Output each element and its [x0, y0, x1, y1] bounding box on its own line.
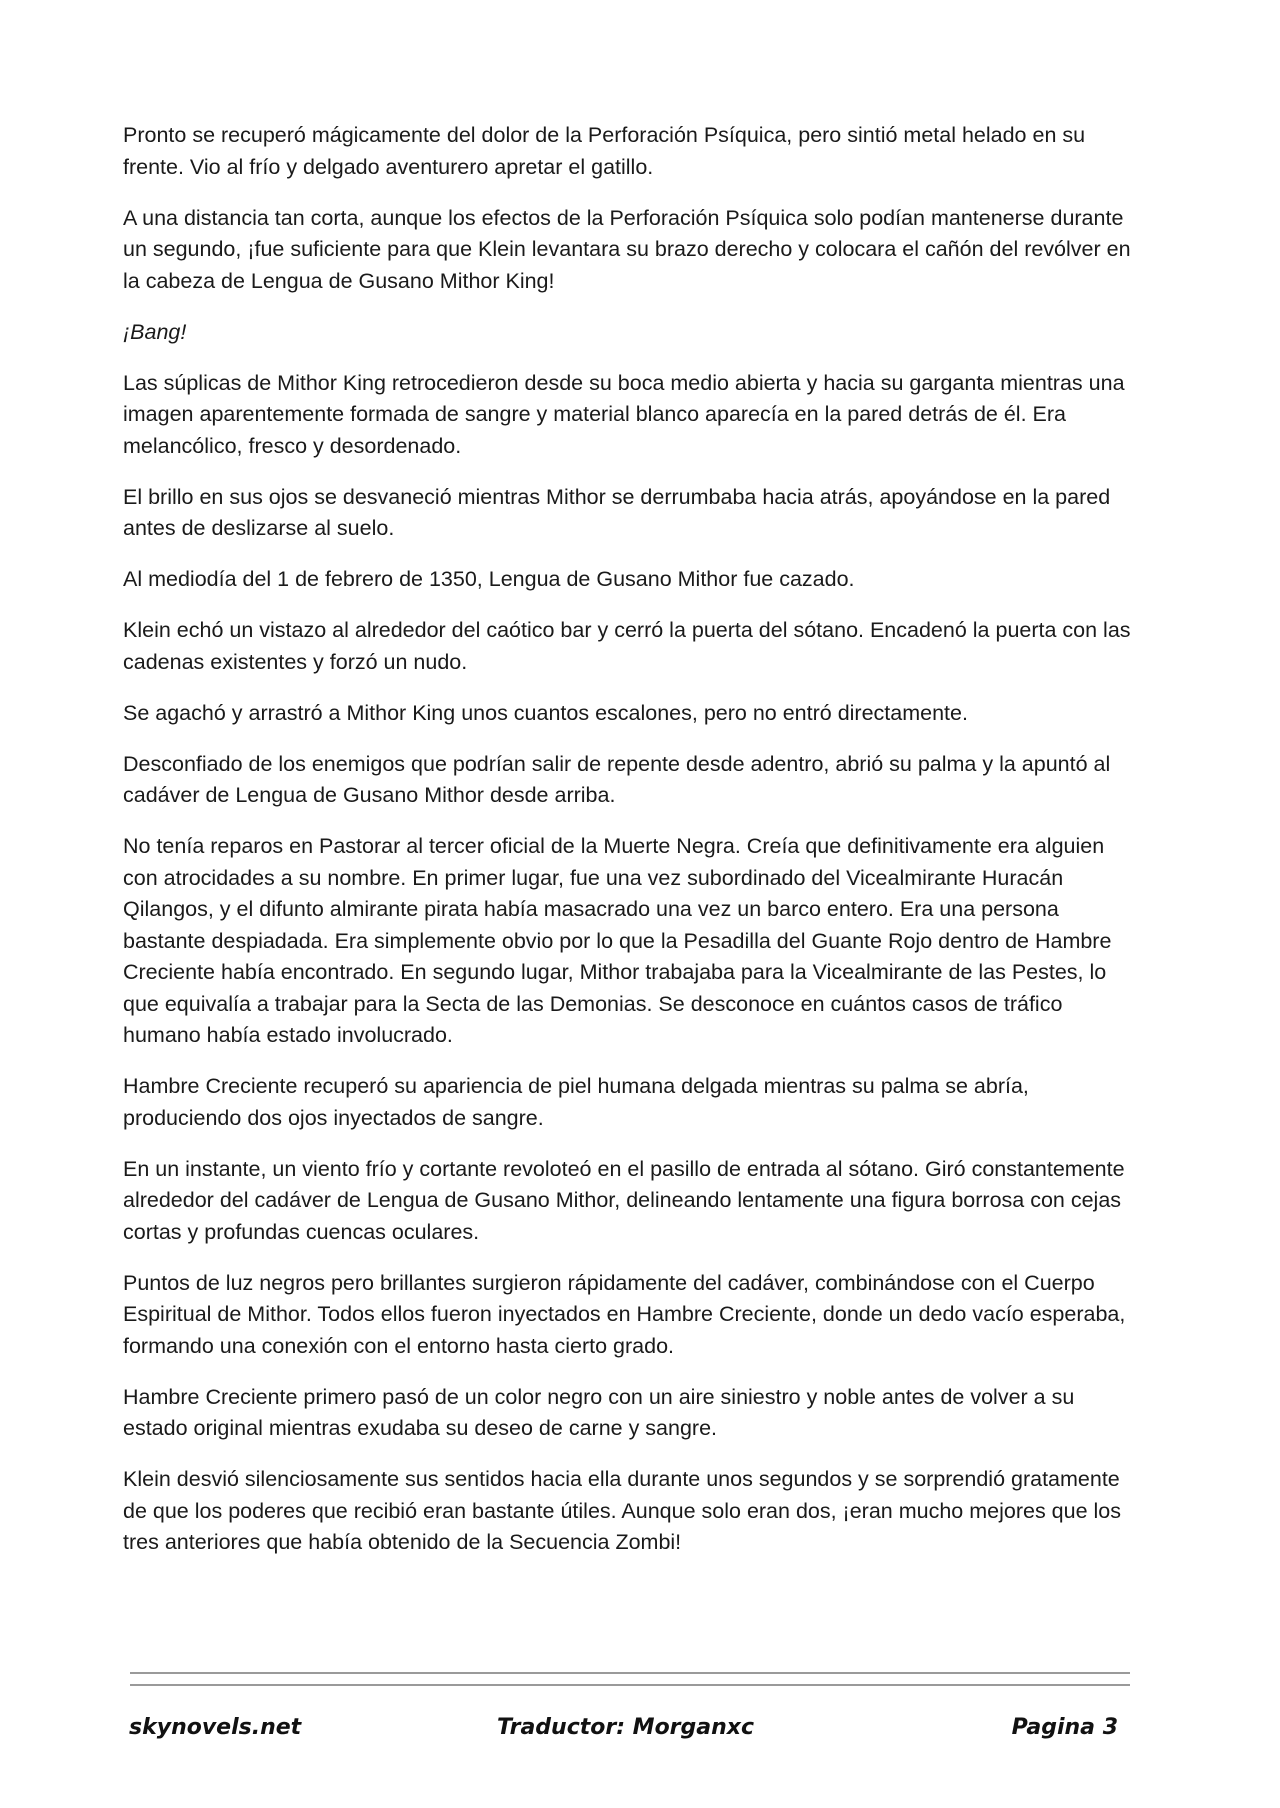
paragraph: En un instante, un viento frío y cortante revoloteó en el pasillo de entrada al sótano. Giró constantemente alrededor del cadáver de Lengua de Gusano Mithor, delineando lentamente una figura borrosa con cejas cortas y profundas cuencas oculares.: [123, 1156, 1125, 1244]
footer-page-number: Pagina 3: [1011, 1715, 1118, 1740]
paragraph: El brillo en sus ojos se desvaneció mientras Mithor se derrumbaba hacia atrás, apoyándose en la pared antes de deslizarse al suelo.: [123, 484, 1111, 540]
paragraph: Puntos de luz negros pero brillantes surgieron rápidamente del cadáver, combinándose con el Cuerpo Espiritual de Mithor. Todos ellos fueron inyectados en Hambre Creciente, donde un dedo vacío esperaba, formando una conexión con el entorno hasta cierto grado.: [123, 1270, 1126, 1358]
paragraph: Se agachó y arrastró a Mithor King unos cuantos escalones, pero no entró directamente.: [123, 700, 968, 725]
footer-divider-top: [130, 1672, 1130, 1674]
paragraph: A una distancia tan corta, aunque los efectos de la Perforación Psíquica solo podían mantenerse durante un segundo, ¡fue suficiente para que Klein levantara su brazo derecho y colocara el cañón del revólver en la cabeza de Lengua de Gusano Mithor King!: [123, 205, 1131, 293]
paragraph: Al mediodía del 1 de febrero de 1350, Lengua de Gusano Mithor fue cazado.: [123, 567, 855, 591]
paragraph: Las súplicas de Mithor King retrocedieron desde su boca medio abierta y hacia su garganta mientras una imagen aparentemente formada de sangre y material blanco aparecía en la pared detrás de él. Era melancólico, fresco y desordenado.: [123, 370, 1125, 458]
paragraph: Hambre Creciente primero pasó de un color negro con un aire siniestro y noble antes de volver a su estado original mientras exudaba su deseo de carne y sangre.: [123, 1384, 1075, 1440]
paragraph: Pronto se recuperó mágicamente del dolor de la Perforación Psíquica, pero sintió metal helado en su frente. Vio al frío y delgado aventurero apretar el gatillo.: [123, 123, 1086, 179]
footer-site-name: skynovels.net: [129, 1715, 302, 1740]
paragraph: Klein echó un vistazo al alrededor del caótico bar y cerró la puerta del sótano. Encadenó la puerta con las cadenas existentes y forzó un nudo.: [123, 618, 1131, 674]
footer-translator: Traductor: Morganxc: [497, 1715, 755, 1740]
paragraph: No tenía reparos en Pastorar al tercer oficial de la Muerte Negra. Creía que definitivamente era alguien con atrocidades a su nombre. En primer lugar, fue una vez subordinado del Vicealmirante Huracán Qilangos, y el difunto almirante pirata había masacrado una vez un barco entero. Era una persona bastante despiadada. Era simplemente obvio por lo que la Pesadilla del Guante Rojo dentro de Hambre Creciente había encontrado. En segundo lugar, Mithor trabajaba para la Vicealmirante de las Pestes, lo que equivalía a trabajar para la Secta de las Demonias. Se desconoce en cuántos casos de tráfico humano había estado involucrado.: [123, 834, 1112, 1047]
paragraph-italic-exclamation: ¡Bang!: [123, 319, 187, 344]
paragraph: Hambre Creciente recuperó su apariencia de piel humana delgada mientras su palma se abría, produciendo dos ojos inyectados de sangre.: [123, 1074, 1029, 1130]
footer-divider-bottom: [130, 1684, 1130, 1686]
paragraph: Klein desvió silenciosamente sus sentidos hacia ella durante unos segundos y se sorprendió gratamente de que los poderes que recibió eran bastante útiles. Aunque solo eran dos, ¡eran mucho mejores que los tres anteriores que había obtenido de la Secuencia Zombi!: [123, 1467, 1121, 1554]
paragraph: Desconfiado de los enemigos que podrían salir de repente desde adentro, abrió su palma y la apuntó al cadáver de Lengua de Gusano Mithor desde arriba.: [123, 751, 1111, 807]
document-body: [123, 120, 1138, 1578]
